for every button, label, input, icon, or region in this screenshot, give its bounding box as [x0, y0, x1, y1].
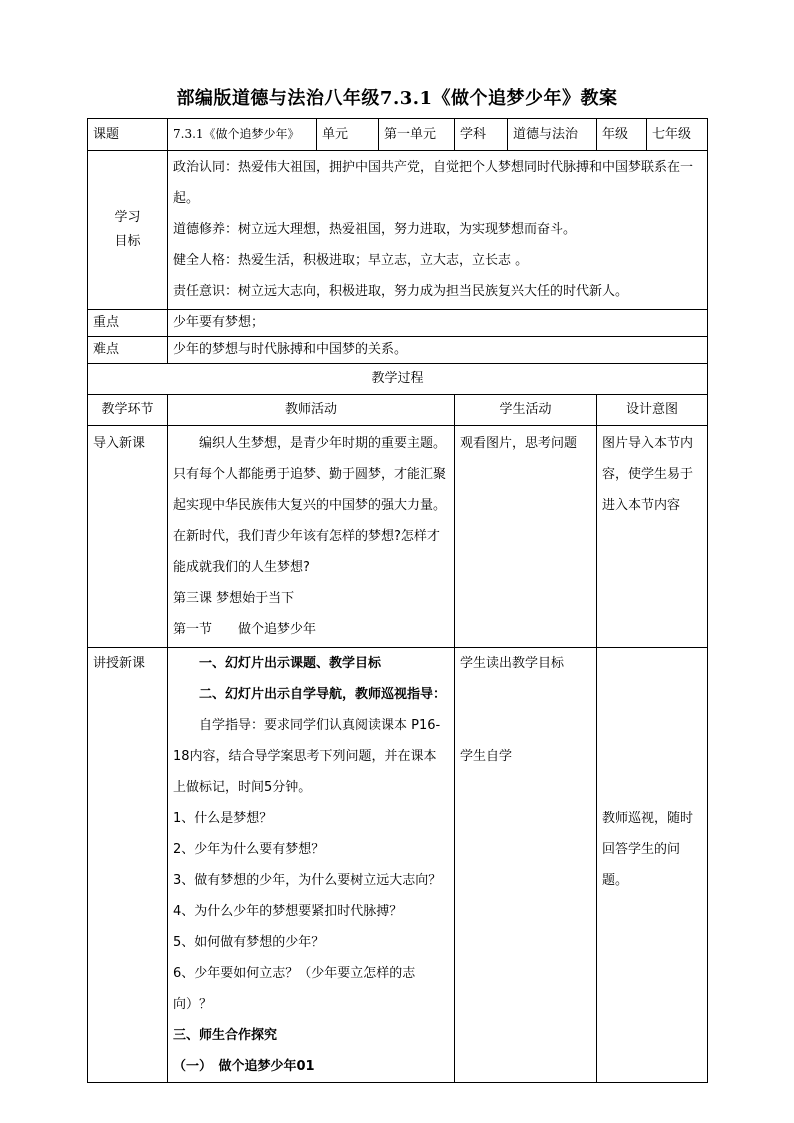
col-teacher: 教师活动 — [168, 395, 455, 426]
objective-moral: 道德修养：树立远大理想，热爱祖国，努力进取，为实现梦想而奋斗。 — [173, 222, 577, 237]
new-lesson-row — [88, 648, 708, 1083]
process-columns-row — [88, 395, 708, 426]
new-lesson-student — [455, 648, 597, 1083]
topic-value: 7.3.1《做个追梦少年》 — [168, 119, 317, 151]
grade-label: 年级 — [597, 119, 647, 151]
difficulty-value: 少年的梦想与时代脉搏和中国梦的关系。 — [168, 337, 708, 364]
question-4: 4、为什么少年的梦想要紧扣时代脉搏？ — [173, 904, 403, 919]
objectives-label-line2: 目标 — [114, 234, 141, 249]
step-2: 二、幻灯片出示自学导航，教师巡视指导： — [199, 687, 447, 702]
objectives-label — [88, 151, 168, 310]
sub-section-1: （一） 做个追梦少年01 — [173, 1059, 315, 1074]
col-student: 学生活动 — [455, 395, 597, 426]
unit-label: 单元 — [317, 119, 379, 151]
intro-teacher — [168, 426, 455, 648]
new-lesson-teacher — [168, 648, 455, 1083]
unit-value: 第一单元 — [379, 119, 455, 151]
key-point-label: 重点 — [88, 310, 168, 337]
question-3: 3、做有梦想的少年，为什么要树立远大志向？ — [173, 873, 442, 888]
grade-value: 七年级 — [647, 119, 708, 151]
intro-student: 观看图片，思考问题 — [455, 426, 597, 648]
col-intent: 设计意图 — [597, 395, 708, 426]
question-2: 2、少年为什么要有梦想？ — [173, 842, 325, 857]
topic-label: 课题 — [88, 119, 168, 151]
student-activity-2: 学生自学 — [460, 749, 513, 764]
col-stage: 教学环节 — [88, 395, 168, 426]
difficulty-label: 难点 — [88, 337, 168, 364]
question-1: 1、什么是梦想？ — [173, 811, 273, 826]
objective-political: 政治认同：热爱伟大祖国，拥护中国共产党，自觉把个人梦想同时代脉搏和中国梦联系在一起。 — [173, 160, 694, 206]
self-study-guide: 自学指导：要求同学们认真阅读课本 P16-18内容，结合导学案思考下列问题，并在课本上做标记，时间5分钟。 — [173, 718, 441, 795]
difficulty-row — [88, 337, 708, 364]
new-lesson-intent-text: 教师巡视，随时回答学生的问题。 — [602, 811, 694, 888]
document-title: 部编版道德与法治八年级7.3.1《做个追梦少年》教案 — [176, 88, 618, 109]
key-point-value: 少年要有梦想； — [168, 310, 708, 337]
key-point-row — [88, 310, 708, 337]
objectives-row — [88, 151, 708, 310]
intro-row — [88, 426, 708, 648]
new-lesson-intent — [597, 648, 708, 1083]
new-lesson-stage: 讲授新课 — [88, 648, 168, 1083]
subject-value: 道德与法治 — [508, 119, 597, 151]
header-row — [88, 119, 708, 151]
process-heading: 教学过程 — [88, 364, 708, 395]
objective-responsibility: 责任意识：树立远大志向，积极进取，努力成为担当民族复兴大任的时代新人。 — [173, 284, 629, 299]
objectives-label-line1: 学习 — [114, 210, 141, 225]
process-heading-row — [88, 364, 708, 395]
subject-label: 学科 — [455, 119, 508, 151]
intro-stage: 导入新课 — [88, 426, 168, 648]
intro-section-line: 第一节 做个追梦少年 — [173, 622, 317, 637]
lesson-plan-table — [87, 118, 708, 1083]
student-activity-1: 学生读出教学目标 — [460, 656, 565, 671]
objectives-content — [168, 151, 708, 310]
intro-intent: 图片导入本节内容，使学生易于进入本节内容 — [597, 426, 708, 648]
objective-personality: 健全人格：热爱生活，积极进取；早立志，立大志，立长志 。 — [173, 253, 529, 268]
intro-lesson-line: 第三课 梦想始于当下 — [173, 591, 295, 606]
intro-paragraph: 编织人生梦想，是青少年时期的重要主题。只有每个人都能勇于追梦、勤于圆梦，才能汇聚起实现中华民族伟大复兴的中国梦的强大力量。在新时代，我们青少年该有怎样的梦想?怎样才能成就我们的人生梦想? — [173, 436, 447, 575]
step-1: 一、幻灯片出示课题、教学目标 — [199, 656, 382, 671]
question-6: 6、少年要如何立志？（少年要立怎样的志向）？ — [173, 966, 416, 1012]
step-3: 三、师生合作探究 — [173, 1028, 278, 1043]
question-5: 5、如何做有梦想的少年？ — [173, 935, 325, 950]
